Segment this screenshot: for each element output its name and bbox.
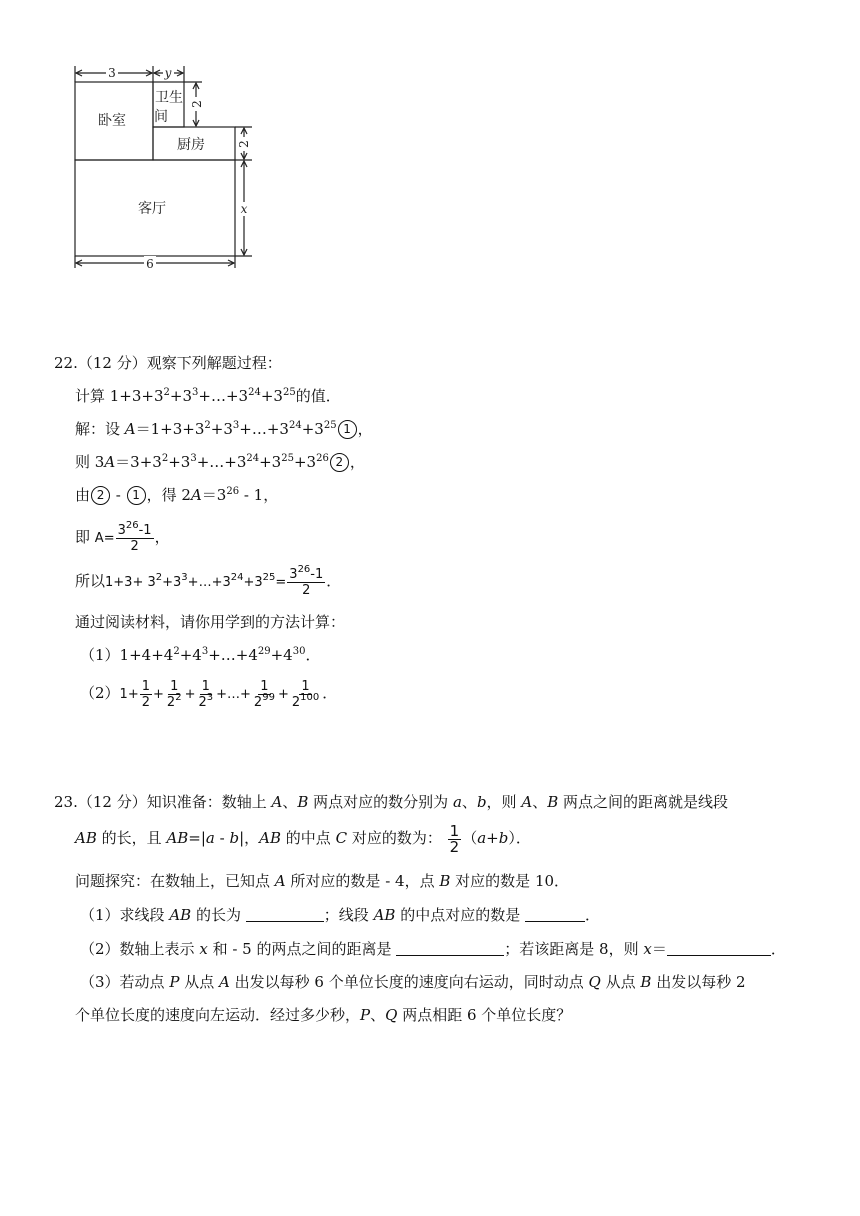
- q22-line-4: 由 2 - 1 ，得 $2A=3^{26} - 1$，: [75, 486, 279, 504]
- q23-part-3-cont: 个单位长度的速度向左运动．经过多少秒，P、Q 两点相距 6 个单位长度？: [75, 1006, 572, 1024]
- room-label-living: 客厅: [138, 201, 166, 217]
- q22-line-5: 即 A= $\frac{3^{26}-1}{2}$ ，: [75, 519, 170, 554]
- q23-line-2: AB 的长，且 AB=|a - b|，AB 的中点 C 对应的数为： $\frac{1}{2}$ （a+b）．: [75, 821, 531, 856]
- answer-blank-distance[interactable]: [396, 955, 504, 956]
- q23-line-3: 问题探究：在数轴上，已知点 A 所对应的数是 - 4，点 B 对应的数是 10．: [75, 872, 570, 890]
- answer-blank-x-value[interactable]: [667, 955, 771, 956]
- q22-line-6: 所以$1+3+ 3^2+3^3+\dots+3^{24}+3^{25}=$ $\frac{3^{26}-1}{2}$ ．: [75, 563, 342, 598]
- circled-number-2: 2: [330, 453, 349, 472]
- q22-line-3: 则 $3A=3+3^2+3^3+\dots+3^{24}+3^{25}+3^{26}$ 2 ，: [75, 453, 365, 471]
- dim-label-right-mid: 2: [237, 140, 251, 148]
- dim-label-right-bottom: x: [240, 202, 248, 216]
- dim-label-top-right: y: [164, 66, 172, 80]
- q22-part-2: （2）1+ $\frac{1}{2}$ + $\frac{1}{2^2}$ + $\frac{1}{2^3}$ +…+ $\frac{1}{2^{99}}$ + $\frac{1}{2^{100}}$ ．: [80, 678, 338, 710]
- floor-plan-figure: [62, 62, 262, 272]
- circled-number-1: 1: [338, 420, 357, 439]
- q22-line-7: 通过阅读材料，请你用学到的方法计算：: [75, 613, 346, 631]
- q23-part-2: （2）数轴上表示 x 和 - 5 的两点之间的距离是 ；若该距离是 8，则 x＝ ．: [80, 940, 786, 958]
- fraction-3pow26-minus1-over-2: $\frac{3^{26}-1}{2}$: [117, 519, 152, 554]
- dim-label-right-top: 2: [190, 100, 204, 108]
- q23-part-3: （3）若动点 P 从点 A 出发以每秒 6 个单位长度的速度向右运动，同时动点 Q 从点 B 出发以每秒 2: [80, 973, 746, 991]
- q23-line-1: 23.（12 分）知识准备：数轴上 A、B 两点对应的数分别为 a、b，则 A、B 两点之间的距离就是线段: [54, 793, 729, 811]
- room-label-bedroom: 卧室: [98, 113, 126, 129]
- dim-label-bottom: 6: [146, 257, 154, 271]
- q22-line-2: 解：设 $A=1+3+3^2+3^3+\dots+3^{24}+3^{25}$ 1 ，: [75, 420, 373, 438]
- dim-label-top-left: 3: [108, 66, 116, 80]
- fraction-result: $\frac{3^{26}-1}{2}$: [289, 563, 324, 598]
- q22-part-1: $(1)1+4+4^2+4^3+\dots+4^{29}+4^{30}$．: [80, 646, 321, 664]
- q22-header: 22.（12 分）观察下列解题过程：: [54, 354, 282, 372]
- q23-part-1: （1）求线段 AB 的长为 ；线段 AB 的中点对应的数是 ．: [80, 906, 601, 924]
- answer-blank-ab-length[interactable]: [246, 921, 324, 922]
- room-label-bathroom-1: 卫生: [155, 90, 183, 106]
- answer-blank-midpoint[interactable]: [525, 921, 585, 922]
- q22-line-1: 计算 $1+3+3^2+3^3+\dots+3^{24}+3^{25}$的值．: [75, 387, 341, 405]
- room-label-kitchen: 厨房: [177, 137, 205, 153]
- room-label-bathroom-2: 间: [154, 109, 168, 125]
